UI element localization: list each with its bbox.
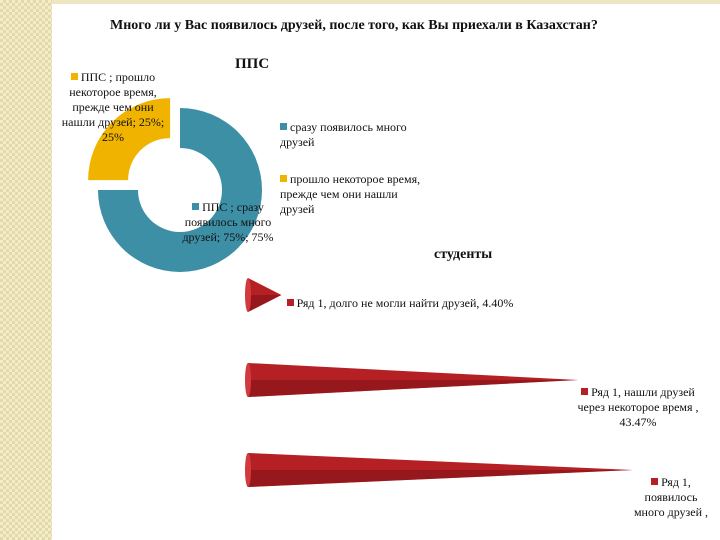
legend-swatch-teal [280, 123, 287, 130]
pps-label-swatch-immediately [192, 203, 199, 210]
pps-legend-item-later: прошло некоторое время, прежде чем они нашли друзей [280, 172, 421, 216]
legend-swatch-gold [280, 175, 287, 182]
pps-legend-item-immediately: сразу появилось много друзей [280, 120, 407, 149]
pps-data-label-later: ППС ; прошло некоторое время, прежде чем они нашли друзей; 25%; 25% [61, 70, 165, 144]
bar-label-swatch-3 [651, 478, 658, 485]
students-bar-label-2: Ряд 1, нашли друзей через некоторое время , 43.47% [577, 385, 699, 429]
pps-label-swatch-later [71, 73, 78, 80]
pps-data-label-immediately: ППС ; сразу появилось много друзей; 75%; 75% [182, 200, 274, 244]
slide-title: Много ли у Вас появилось друзей, после того, как Вы приехали в Казахстан? [110, 18, 598, 33]
students-bar-3 [245, 453, 633, 487]
students-bar-label-1: Ряд 1, долго не могли найти друзей, 4.40% [280, 296, 520, 311]
students-chart-title: студенты [434, 247, 493, 262]
pps-chart-title: ППС [235, 56, 270, 72]
bar-label-swatch-1 [287, 299, 294, 306]
students-bar-2 [245, 363, 578, 397]
bar-label-swatch-2 [581, 388, 588, 395]
students-bar-1 [245, 278, 281, 312]
students-bar-label-3: Ряд 1, появилось много друзей , [633, 475, 709, 519]
